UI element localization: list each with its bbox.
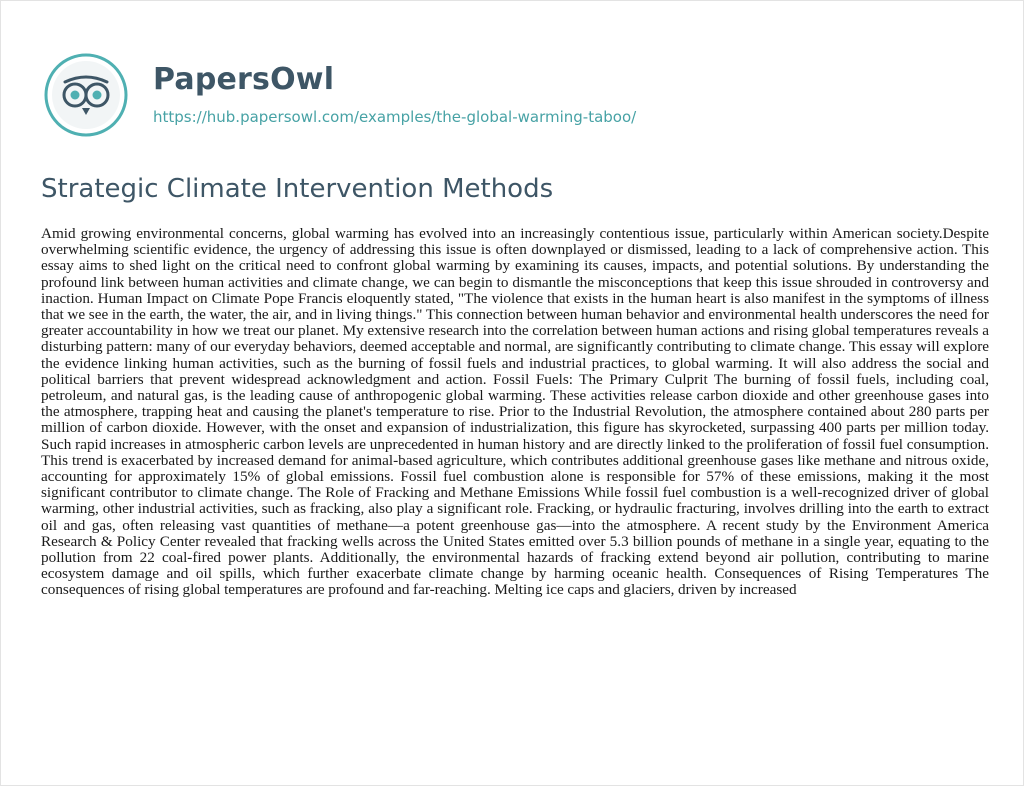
brand: [153, 62, 636, 128]
site-header: [43, 53, 636, 137]
brand-name[interactable]: PapersOwl: [153, 62, 335, 97]
owl-icon: [43, 52, 129, 138]
essay-title: Strategic Climate Intervention Methods: [41, 174, 554, 204]
source-url-link[interactable]: https://hub.papersowl.com/examples/the-global-warming-taboo/: [153, 108, 637, 126]
essay-body: Amid growing environmental concerns, global warming has evolved into an increasingly contentious issue, particularly within American society.Despite overwhelming scientific evidence, the urgency of addressing this issue is often downplayed or dismissed, leading to a lack of comprehensive action. This essay aims to shed light on the critical need to confront global warming by examining its causes, impacts, and potential solutions. By understanding the profound link between human activities and climate change, we can begin to dismantle the misconceptions that keep this issue shrouded in controversy and inaction. Human Impact on Climate Pope Francis eloquently stated, "The violence that exists in the human heart is also manifest in the symptoms of illness that we see in the earth, the water, the air, and in living things." This connection between human behavior and environmental health underscores the need for greater accountability in how we treat our planet. My extensive research into the correlation between human actions and rising global temperatures reveals a disturbing pattern: many of our everyday behaviors, deemed acceptable and normal, are significantly contributing to climate change. This essay will explore the evidence linking human activities, such as the burning of fossil fuels and industrial practices, to global warming. It will also address the social and political barriers that prevent widespread acknowledgment and action. Fossil Fuels: The Primary Culprit The burning of fossil fuels, including coal, petroleum, and natural gas, is the leading cause of anthropogenic global warming. These activities release carbon dioxide and other greenhouse gases into the atmosphere, trapping heat and causing the planet's temperature to rise. Prior to the Industrial Revolution, the atmosphere contained about 280 parts per million of carbon dioxide. However, with the onset and expansion of industrialization, this figure has skyrocketed, surpassing 400 parts per million today. Such rapid increases in atmospheric carbon levels are unprecedented in human history and are directly linked to the proliferation of fossil fuel consumption. This trend is exacerbated by increased demand for animal-based agriculture, which contributes additional greenhouse gases like methane and nitrous oxide, accounting for approximately 15% of global emissions. Fossil fuel combustion alone is responsible for 57% of these emissions, making it the most significant contributor to climate change. The Role of Fracking and Methane Emissions While fossil fuel combustion is a well-recognized driver of global warming, other industrial activities, such as fracking, also play a significant role. Fracking, or hydraulic fracturing, involves drilling into the earth to extract oil and gas, often releasing vast quantities of methane—a potent greenhouse gas—into the atmosphere. A recent study by the Environment America Research & Policy Center revealed that fracking wells across the United States emitted over 5.3 billion pounds of methane in a single year, equating to the pollution from 22 coal-fired power plants. Additionally, the environmental hazards of fracking extend beyond air pollution, contributing to marine ecosystem damage and oil spills, which further exacerbate climate change by harming oceanic health. Consequences of Rising Temperatures The consequences of rising global temperatures are profound and far-reaching. Melting ice caps and glaciers, driven by increased: [41, 225, 989, 599]
